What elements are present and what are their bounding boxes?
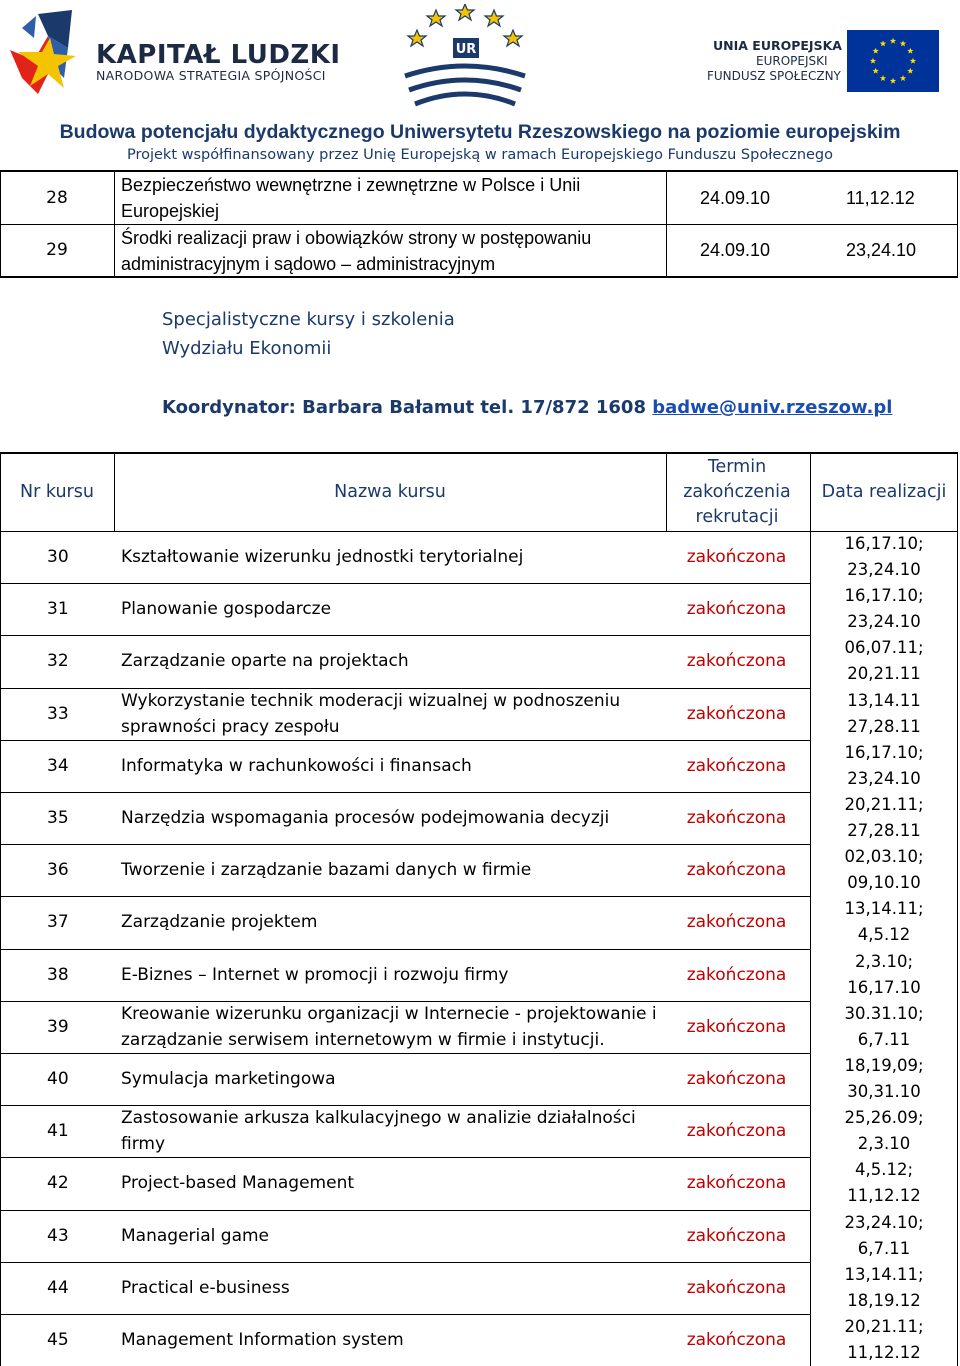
realization-date: 16,17.10; — [844, 743, 924, 762]
realization-date: 30,31.10 — [847, 1082, 921, 1101]
recruitment-status: zakończona — [686, 651, 787, 671]
table-grid-line — [810, 531, 811, 1366]
recruitment-status: zakończona — [686, 1226, 787, 1246]
header-name: Nazwa kursu — [334, 482, 446, 502]
header-termin: Termin zakończenia rekrutacji — [683, 457, 791, 527]
table-grid-line — [0, 1314, 810, 1315]
project-title: Budowa potencjału dydaktycznego Uniwersytetu Rzeszowskiego na poziomie europejskim — [59, 121, 901, 143]
table-grid-line — [0, 1210, 810, 1211]
realization-date: 23,24.10; — [844, 1213, 924, 1232]
table-grid-line — [0, 740, 810, 741]
course-number: 39 — [47, 1017, 69, 1037]
course-name: Managerial game — [121, 1226, 270, 1246]
header-nr: Nr kursu — [20, 482, 94, 502]
course-name: Narzędzia wspomagania procesów podejmowania decyzji — [121, 808, 610, 828]
realization-date: 09,10.10 — [847, 873, 921, 892]
university-logo-icon — [395, 4, 535, 114]
course-name: Practical e-business — [121, 1278, 290, 1298]
recruitment-status: zakończona — [686, 1278, 787, 1298]
svg-text:UR: UR — [455, 42, 477, 57]
realization-date: 23,24.10 — [847, 769, 921, 788]
course-name: Bezpieczeństwo wewnętrzne i zewnętrzne w Polsce i Unii Europejskiej — [121, 175, 581, 221]
recruitment-end-date: 24.09.10 — [700, 240, 771, 260]
realization-date: 11,12.12 — [847, 1186, 921, 1205]
realization-date: 02,03.10; — [844, 847, 924, 866]
realization-date: 11,12.12 — [847, 1343, 921, 1362]
realization-date: 16,17.10; — [844, 586, 924, 605]
table-grid-line — [0, 1157, 810, 1158]
recruitment-status: zakończona — [686, 808, 787, 828]
realization-date: 30.31.10; — [844, 1004, 924, 1023]
recruitment-status: zakończona — [686, 1017, 787, 1037]
course-name: Tworzenie i zarządzanie bazami danych w firmie — [121, 860, 532, 880]
table-grid-line — [0, 452, 1, 1366]
course-number: 44 — [47, 1278, 69, 1298]
header-realizacja: Data realizacji — [821, 482, 947, 502]
coordinator-email-link[interactable]: badwe@univ.rzeszow.pl — [652, 397, 893, 418]
realization-date: 13,14.11 — [847, 691, 921, 710]
table-grid-line — [0, 949, 810, 950]
table-grid-line — [0, 1262, 810, 1263]
top-table-rule — [114, 170, 115, 277]
ue-label-line1: UNIA EUROPEJSKA — [713, 38, 842, 53]
table-grid-line — [0, 1053, 810, 1054]
coordinator-label: Koordynator: Barbara Bałamut tel. 17/872 1608 — [162, 397, 646, 418]
course-name: Planowanie gospodarcze — [121, 599, 332, 619]
realization-date: 20,21.11; — [844, 795, 924, 814]
realization-date: 4,5.12 — [857, 925, 911, 944]
course-number: 36 — [47, 860, 69, 880]
realization-date: 23,24.10 — [846, 240, 917, 260]
recruitment-status: zakończona — [686, 912, 787, 932]
realization-date: 13,14.11; — [844, 1265, 924, 1284]
ue-label-line2: EUROPEJSKI — [756, 54, 828, 68]
realization-date: 13,14.11; — [844, 899, 924, 918]
course-number: 34 — [47, 756, 69, 776]
recruitment-status: zakończona — [686, 1069, 787, 1089]
course-name: Zastosowanie arkusza kalkulacyjnego w analizie działalności firmy — [121, 1108, 636, 1154]
realization-date: 2,3.10; — [854, 952, 914, 971]
course-number: 40 — [47, 1069, 69, 1089]
course-number: 32 — [47, 651, 69, 671]
realization-date: 18,19,09; — [844, 1056, 924, 1075]
course-name: Zarządzanie oparte na projektach — [121, 651, 409, 671]
recruitment-end-date: 24.09.10 — [700, 188, 771, 208]
realization-date: 20,21.11; — [844, 1317, 924, 1336]
recruitment-status: zakończona — [686, 1121, 787, 1141]
top-table-rule — [957, 170, 958, 277]
course-number: 41 — [47, 1121, 69, 1141]
course-name: Kreowanie wizerunku organizacji w Internecie - projektowanie i zarządzanie serwisem internetowym w firmie i instytucji. — [121, 1004, 657, 1050]
realization-date: 18,19.12 — [847, 1291, 921, 1310]
course-number: 33 — [47, 704, 69, 724]
recruitment-status: zakończona — [686, 599, 787, 619]
course-number: 35 — [47, 808, 69, 828]
realization-date: 4,5.12; — [854, 1160, 914, 1179]
course-number: 37 — [47, 912, 69, 932]
course-number: 29 — [46, 240, 68, 260]
eu-flag-icon — [847, 30, 939, 92]
realization-date: 25,26.09; — [844, 1108, 924, 1127]
recruitment-status: zakończona — [686, 1173, 787, 1193]
project-subtitle: Projekt współfinansowany przez Unię Europejską w ramach Europejskiego Funduszu Społecznego — [126, 147, 834, 163]
coordinator-info — [162, 397, 892, 418]
table-grid-line — [0, 896, 810, 897]
realization-date: 6,7.11 — [857, 1239, 911, 1258]
course-number: 30 — [47, 547, 69, 567]
table-grid-line — [666, 452, 667, 531]
section-title: Wydziału Ekonomii — [162, 338, 332, 359]
kapital-ludzki-title: KAPITAŁ LUDZKI — [96, 40, 341, 70]
table-grid-line — [0, 452, 958, 454]
course-name: E-Biznes – Internet w promocji i rozwoju firmy — [121, 965, 509, 985]
realization-date: 23,24.10 — [847, 560, 921, 579]
realization-date: 2,3.10 — [857, 1134, 911, 1153]
realization-date: 27,28.11 — [847, 717, 921, 736]
table-grid-line — [957, 452, 958, 1366]
table-grid-line — [0, 792, 810, 793]
course-name: Management Information system — [121, 1330, 404, 1350]
course-name: Wykorzystanie technik moderacji wizualnej w podnoszeniu sprawności pracy zespołu — [121, 691, 621, 737]
course-name: Środki realizacji praw i obowiązków strony w postępowaniu administracyjnym i sądowo – administracyjnym — [121, 228, 592, 274]
realization-date: 16,17.10; — [844, 534, 924, 553]
top-table-rule — [666, 170, 667, 277]
ue-label-line3: FUNDUSZ SPOŁECZNY — [707, 69, 841, 83]
course-number: 43 — [47, 1226, 69, 1246]
kapital-ludzki-logo-icon — [8, 8, 98, 96]
section-title: Specjalistyczne kursy i szkolenia — [162, 309, 455, 330]
table-grid-line — [0, 531, 958, 532]
realization-date: 06,07.11; — [844, 638, 924, 657]
course-name: Informatyka w rachunkowości i finansach — [121, 756, 472, 776]
recruitment-status: zakończona — [686, 704, 787, 724]
recruitment-status: zakończona — [686, 860, 787, 880]
recruitment-status: zakończona — [686, 965, 787, 985]
course-number: 28 — [46, 188, 68, 208]
course-number: 42 — [47, 1173, 69, 1193]
course-number: 31 — [47, 599, 69, 619]
course-number: 45 — [47, 1330, 69, 1350]
table-grid-line — [0, 844, 810, 845]
recruitment-status: zakończona — [686, 1330, 787, 1350]
realization-date: 11,12.12 — [846, 188, 915, 208]
course-name: Symulacja marketingowa — [121, 1069, 336, 1089]
recruitment-status: zakończona — [686, 547, 787, 567]
course-name: Project-based Management — [121, 1173, 355, 1193]
realization-date: 23,24.10 — [847, 612, 921, 631]
realization-date: 6,7.11 — [857, 1030, 911, 1049]
realization-date: 16,17.10 — [847, 978, 921, 997]
recruitment-status: zakończona — [686, 756, 787, 776]
kapital-ludzki-subtitle: NARODOWA STRATEGIA SPÓJNOŚCI — [96, 68, 326, 83]
table-grid-line — [0, 635, 810, 636]
course-name: Zarządzanie projektem — [121, 912, 318, 932]
course-name: Kształtowanie wizerunku jednostki terytorialnej — [121, 547, 524, 567]
realization-date: 20,21.11 — [847, 664, 921, 683]
realization-date: 27,28.11 — [847, 821, 921, 840]
table-grid-line — [0, 583, 810, 584]
course-number: 38 — [47, 965, 69, 985]
